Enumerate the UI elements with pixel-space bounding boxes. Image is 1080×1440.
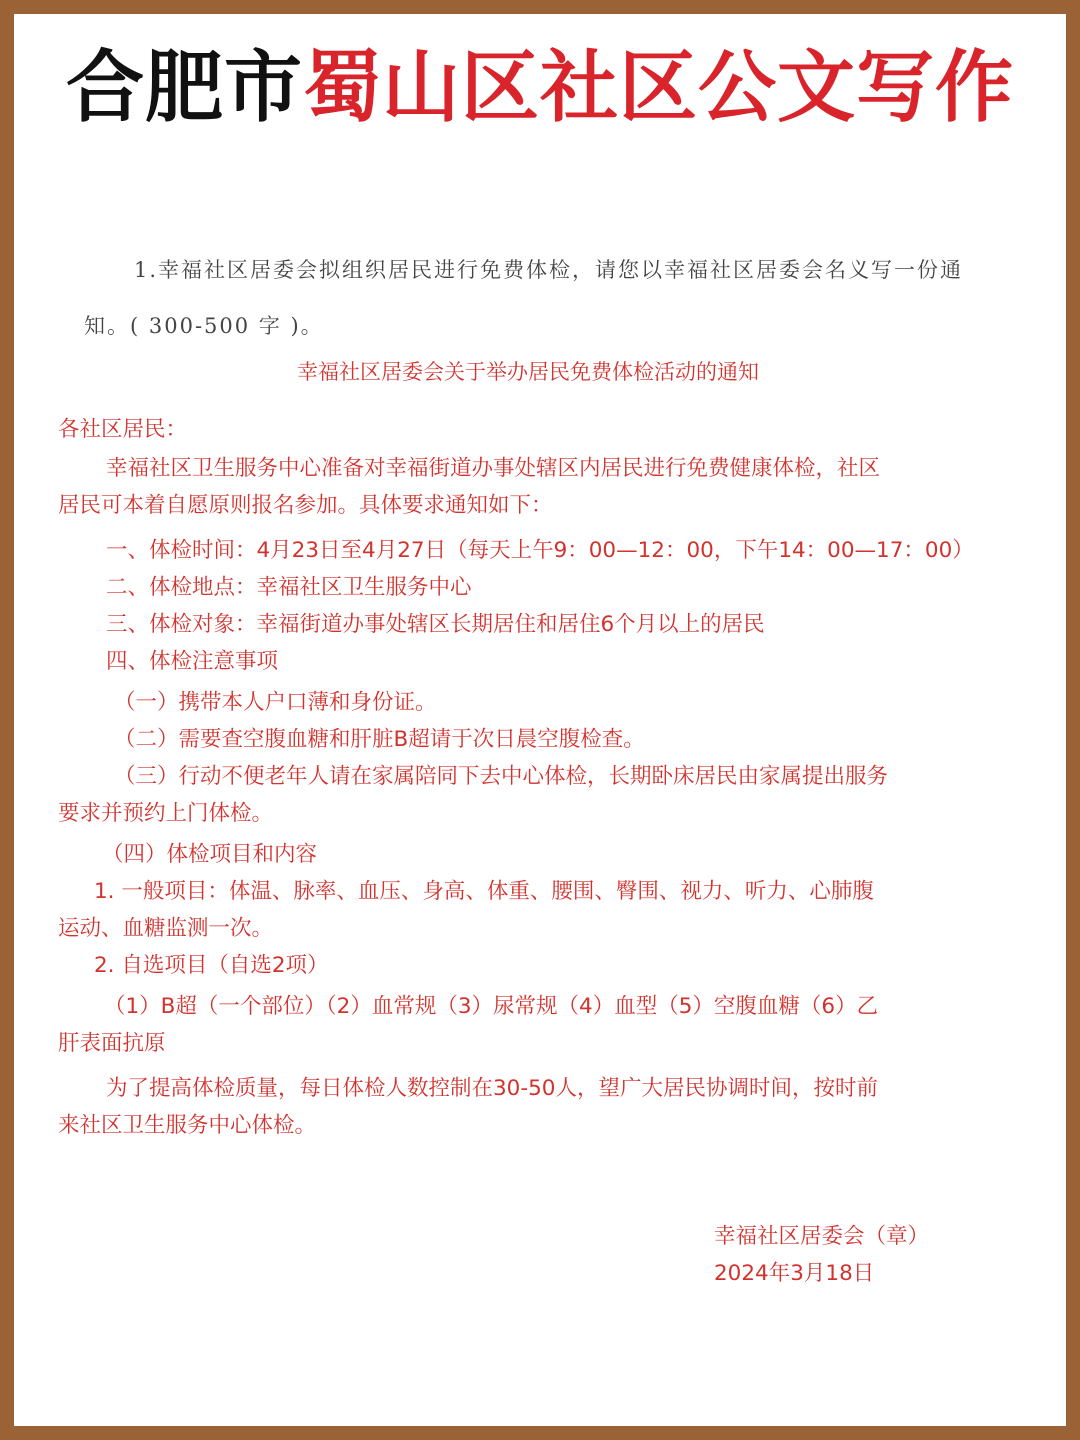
notice-body — [58, 354, 998, 1144]
exam-question — [84, 242, 1024, 354]
notice-item-location: 二、体检地点：幸福社区卫生服务中心 — [106, 575, 472, 600]
notice-title: 幸福社区居委会关于举办居民免费体检活动的通知 — [297, 360, 759, 384]
question-line-1: 1.幸福社区居委会拟组织居民进行免费体检，请您以幸福社区居委会名义写一份通 — [134, 258, 964, 282]
notice-sub-2: （二）需要查空腹血糖和肝脏B超请于次日晨空腹检查。 — [114, 727, 645, 752]
notice-closing-line-2: 来社区卫生服务中心体检。 — [58, 1113, 317, 1138]
notice-intro-line-2: 居民可本着自愿原则报名参加。具体要求通知如下： — [58, 493, 553, 518]
notice-sub-1: （一）携带本人户口薄和身份证。 — [114, 690, 437, 715]
notice-optional-line-2: 肝表面抗原 — [58, 1031, 166, 1056]
notice-optional-title: 2. 自选项目（自选2项） — [94, 953, 329, 978]
notice-salutation: 各社区居民： — [58, 417, 188, 442]
notice-item-time: 一、体检时间：4月23日至4月27日（每天上午9：00—12：00，下午14：00—17：00） — [106, 538, 974, 563]
notice-item-precautions: 四、体检注意事项 — [106, 649, 279, 674]
banner-title — [14, 38, 1066, 138]
signature-block — [714, 1218, 929, 1292]
banner-title-city: 合肥市 — [65, 43, 303, 133]
question-line-2: 知。( 300-500 字 )。 — [84, 314, 324, 338]
signature-org: 幸福社区居委会（章） — [714, 1224, 930, 1249]
notice-sub-3-line-1: （三）行动不便老年人请在家属陪同下去中心体检，长期卧床居民由家属提出服务 — [114, 764, 889, 789]
document-sheet — [14, 14, 1066, 1426]
notice-general-line-1: 1. 一般项目：体温、脉率、血压、身高、体重、腰围、臀围、视力、听力、心肺腹 — [94, 879, 874, 904]
notice-general-line-2: 运动、血糖监测一次。 — [58, 916, 274, 941]
notice-closing-line-1: 为了提高体检质量，每日体检人数控制在30-50人，望广大居民协调时间，按时前 — [106, 1076, 878, 1101]
notice-item-target: 三、体检对象：幸福街道办事处辖区长期居住和居住6个月以上的居民 — [106, 612, 765, 637]
notice-optional-line-1: （1）B超（一个部位）（2）血常规（3）尿常规（4）血型（5）空腹血糖（6）乙 — [104, 994, 879, 1019]
banner-title-topic: 蜀山区社区公文写作 — [303, 43, 1015, 133]
notice-sub-4: （四）体检项目和内容 — [102, 842, 318, 867]
notice-sub-3-line-2: 要求并预约上门体检。 — [58, 801, 274, 826]
signature-date: 2024年3月18日 — [714, 1261, 875, 1286]
notice-intro-line-1: 幸福社区卫生服务中心准备对幸福街道办事处辖区内居民进行免费健康体检，社区 — [106, 456, 881, 481]
